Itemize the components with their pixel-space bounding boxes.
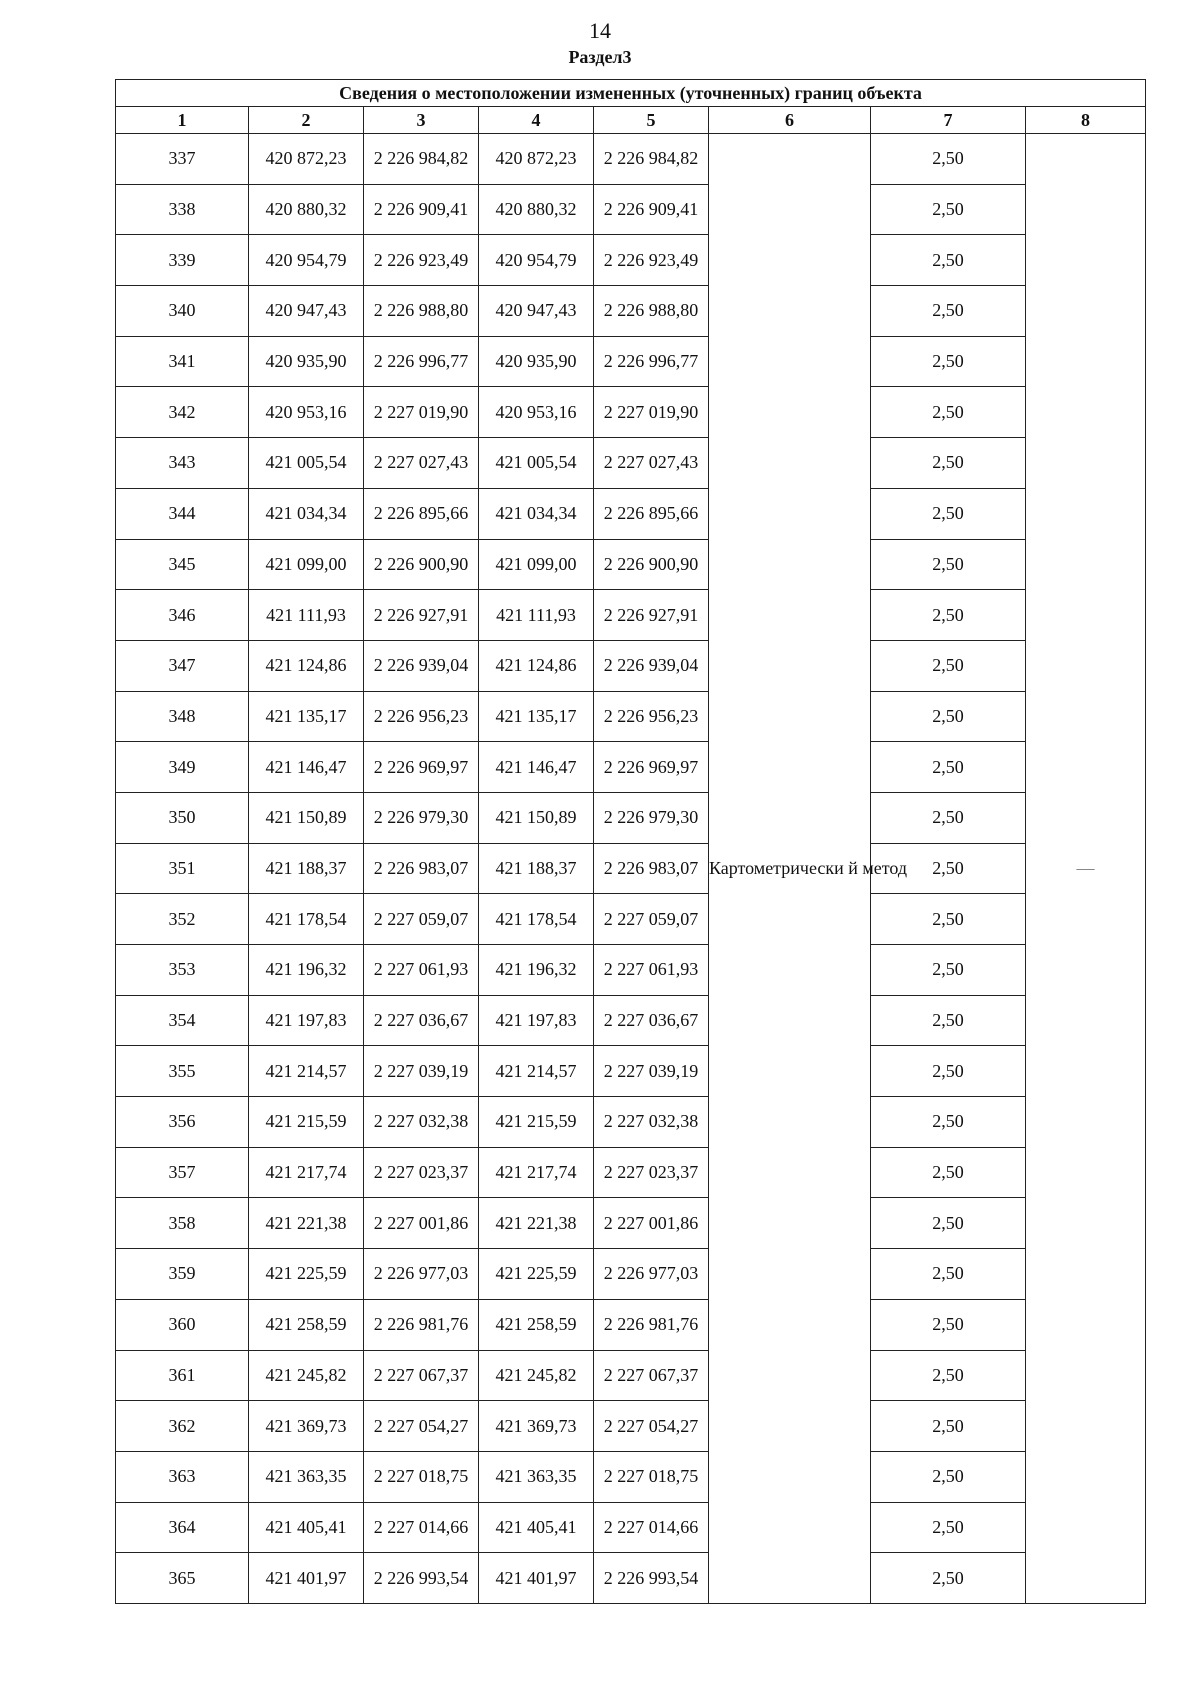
table-row — [116, 1198, 1146, 1249]
x-new-cell: 421 197,83 — [479, 995, 594, 1046]
x-old-cell: 420 953,16 — [249, 387, 364, 438]
y-new-cell: 2 226 977,03 — [594, 1249, 709, 1300]
x-old-cell: 421 188,37 — [249, 843, 364, 894]
x-new-cell: 421 245,82 — [479, 1350, 594, 1401]
x-new-cell: 421 221,38 — [479, 1198, 594, 1249]
accuracy-cell: 2,50 — [871, 184, 1026, 235]
point-number-cell: 358 — [116, 1198, 249, 1249]
column-number-6: 6 — [709, 107, 871, 134]
y-old-cell: 2 227 039,19 — [364, 1046, 479, 1097]
y-old-cell: 2 226 923,49 — [364, 235, 479, 286]
x-old-cell: 421 363,35 — [249, 1451, 364, 1502]
x-new-cell: 421 401,97 — [479, 1553, 594, 1604]
x-old-cell: 421 197,83 — [249, 995, 364, 1046]
point-number-cell: 343 — [116, 438, 249, 489]
x-old-cell: 421 034,34 — [249, 488, 364, 539]
table-row — [116, 1401, 1146, 1452]
y-new-cell: 2 226 923,49 — [594, 235, 709, 286]
y-old-cell: 2 226 988,80 — [364, 286, 479, 337]
y-old-cell: 2 227 036,67 — [364, 995, 479, 1046]
accuracy-cell: 2,50 — [871, 1553, 1026, 1604]
table-row — [116, 1502, 1146, 1553]
y-old-cell: 2 227 018,75 — [364, 1451, 479, 1502]
y-old-cell: 2 227 023,37 — [364, 1147, 479, 1198]
x-new-cell: 421 124,86 — [479, 640, 594, 691]
y-old-cell: 2 226 979,30 — [364, 792, 479, 843]
table-row — [116, 438, 1146, 489]
x-old-cell: 420 880,32 — [249, 184, 364, 235]
accuracy-cell: 2,50 — [871, 691, 1026, 742]
x-new-cell: 421 258,59 — [479, 1299, 594, 1350]
y-old-cell: 2 227 001,86 — [364, 1198, 479, 1249]
x-old-cell: 421 005,54 — [249, 438, 364, 489]
y-old-cell: 2 226 927,91 — [364, 590, 479, 641]
table-row — [116, 843, 1146, 894]
point-number-cell: 342 — [116, 387, 249, 438]
table-row — [116, 894, 1146, 945]
y-new-cell: 2 226 983,07 — [594, 843, 709, 894]
table-row — [116, 590, 1146, 641]
table-row — [116, 286, 1146, 337]
point-number-cell: 352 — [116, 894, 249, 945]
column-number-5: 5 — [594, 107, 709, 134]
accuracy-cell: 2,50 — [871, 945, 1026, 996]
table-row — [116, 640, 1146, 691]
table-row — [116, 945, 1146, 996]
accuracy-cell: 2,50 — [871, 995, 1026, 1046]
y-new-cell: 2 226 895,66 — [594, 488, 709, 539]
y-new-cell: 2 226 939,04 — [594, 640, 709, 691]
y-new-cell: 2 227 036,67 — [594, 995, 709, 1046]
point-number-cell: 349 — [116, 742, 249, 793]
column-number-7: 7 — [871, 107, 1026, 134]
point-number-cell: 346 — [116, 590, 249, 641]
x-old-cell: 421 196,32 — [249, 945, 364, 996]
table-row — [116, 1046, 1146, 1097]
accuracy-cell: 2,50 — [871, 792, 1026, 843]
point-number-cell: 344 — [116, 488, 249, 539]
point-number-cell: 359 — [116, 1249, 249, 1300]
y-new-cell: 2 227 019,90 — [594, 387, 709, 438]
table-row — [116, 235, 1146, 286]
x-new-cell: 421 217,74 — [479, 1147, 594, 1198]
column-number-3: 3 — [364, 107, 479, 134]
point-number-cell: 356 — [116, 1097, 249, 1148]
x-new-cell: 420 935,90 — [479, 336, 594, 387]
section-title: Раздел3 — [568, 47, 632, 67]
y-old-cell: 2 226 900,90 — [364, 539, 479, 590]
table-row — [116, 1350, 1146, 1401]
x-old-cell: 421 111,93 — [249, 590, 364, 641]
y-old-cell: 2 227 032,38 — [364, 1097, 479, 1148]
x-old-cell: 421 099,00 — [249, 539, 364, 590]
point-number-cell: 338 — [116, 184, 249, 235]
x-new-cell: 421 225,59 — [479, 1249, 594, 1300]
point-number-cell: 360 — [116, 1299, 249, 1350]
table-row — [116, 539, 1146, 590]
y-new-cell: 2 226 993,54 — [594, 1553, 709, 1604]
column-number-row — [116, 107, 1146, 134]
y-old-cell: 2 227 014,66 — [364, 1502, 479, 1553]
accuracy-cell: 2,50 — [871, 539, 1026, 590]
accuracy-cell: 2,50 — [871, 387, 1026, 438]
y-old-cell: 2 227 027,43 — [364, 438, 479, 489]
x-old-cell: 421 217,74 — [249, 1147, 364, 1198]
y-old-cell: 2 226 984,82 — [364, 134, 479, 185]
x-new-cell: 421 099,00 — [479, 539, 594, 590]
y-old-cell: 2 227 054,27 — [364, 1401, 479, 1452]
accuracy-cell: 2,50 — [871, 134, 1026, 185]
y-new-cell: 2 227 059,07 — [594, 894, 709, 945]
y-new-cell: 2 227 027,43 — [594, 438, 709, 489]
table-row — [116, 184, 1146, 235]
x-old-cell: 420 947,43 — [249, 286, 364, 337]
column-number-8: 8 — [1026, 107, 1146, 134]
accuracy-cell: 2,50 — [871, 286, 1026, 337]
point-number-cell: 364 — [116, 1502, 249, 1553]
accuracy-cell: 2,50 — [871, 438, 1026, 489]
column-number-1: 1 — [116, 107, 249, 134]
y-new-cell: 2 227 001,86 — [594, 1198, 709, 1249]
x-new-cell: 420 953,16 — [479, 387, 594, 438]
point-number-cell: 353 — [116, 945, 249, 996]
y-new-cell: 2 226 984,82 — [594, 134, 709, 185]
method-cell: Картометрически й метод — [709, 134, 871, 1604]
accuracy-cell: 2,50 — [871, 843, 1026, 894]
x-old-cell: 420 872,23 — [249, 134, 364, 185]
x-new-cell: 421 215,59 — [479, 1097, 594, 1148]
table-row — [116, 1299, 1146, 1350]
accuracy-cell: 2,50 — [871, 1401, 1026, 1452]
y-old-cell: 2 226 983,07 — [364, 843, 479, 894]
y-new-cell: 2 226 996,77 — [594, 336, 709, 387]
x-old-cell: 421 215,59 — [249, 1097, 364, 1148]
y-new-cell: 2 226 988,80 — [594, 286, 709, 337]
point-number-cell: 362 — [116, 1401, 249, 1452]
y-new-cell: 2 227 014,66 — [594, 1502, 709, 1553]
point-number-cell: 341 — [116, 336, 249, 387]
point-number-cell: 355 — [116, 1046, 249, 1097]
x-old-cell: 421 258,59 — [249, 1299, 364, 1350]
point-number-cell: 348 — [116, 691, 249, 742]
x-old-cell: 421 245,82 — [249, 1350, 364, 1401]
y-old-cell: 2 226 981,76 — [364, 1299, 479, 1350]
table-row — [116, 387, 1146, 438]
table-row — [116, 691, 1146, 742]
column-number-4: 4 — [479, 107, 594, 134]
y-old-cell: 2 226 895,66 — [364, 488, 479, 539]
y-new-cell: 2 226 981,76 — [594, 1299, 709, 1350]
column-number-2: 2 — [249, 107, 364, 134]
y-new-cell: 2 226 900,90 — [594, 539, 709, 590]
x-old-cell: 421 225,59 — [249, 1249, 364, 1300]
x-new-cell: 420 880,32 — [479, 184, 594, 235]
accuracy-cell: 2,50 — [871, 1147, 1026, 1198]
table-row — [116, 488, 1146, 539]
y-new-cell: 2 227 067,37 — [594, 1350, 709, 1401]
point-number-cell: 340 — [116, 286, 249, 337]
point-number-cell: 350 — [116, 792, 249, 843]
x-new-cell: 420 947,43 — [479, 286, 594, 337]
point-number-cell: 339 — [116, 235, 249, 286]
table-row — [116, 1147, 1146, 1198]
y-new-cell: 2 226 909,41 — [594, 184, 709, 235]
accuracy-cell: 2,50 — [871, 1299, 1026, 1350]
point-number-cell: 337 — [116, 134, 249, 185]
point-number-cell: 354 — [116, 995, 249, 1046]
table-row — [116, 1553, 1146, 1604]
x-old-cell: 421 150,89 — [249, 792, 364, 843]
accuracy-cell: 2,50 — [871, 590, 1026, 641]
y-old-cell: 2 227 019,90 — [364, 387, 479, 438]
x-new-cell: 420 872,23 — [479, 134, 594, 185]
y-new-cell: 2 227 018,75 — [594, 1451, 709, 1502]
table-caption: Сведения о местоположении измененных (уточненных) границ объекта — [116, 80, 1146, 107]
point-number-cell: 351 — [116, 843, 249, 894]
page-number: 14 — [589, 18, 611, 43]
table-row — [116, 1451, 1146, 1502]
boundary-coordinates-table — [115, 79, 1146, 1604]
accuracy-cell: 2,50 — [871, 1198, 1026, 1249]
table-row — [116, 792, 1146, 843]
x-new-cell: 421 150,89 — [479, 792, 594, 843]
accuracy-cell: 2,50 — [871, 336, 1026, 387]
accuracy-cell: 2,50 — [871, 235, 1026, 286]
x-new-cell: 421 363,35 — [479, 1451, 594, 1502]
x-old-cell: 420 954,79 — [249, 235, 364, 286]
accuracy-cell: 2,50 — [871, 1097, 1026, 1148]
accuracy-cell: 2,50 — [871, 1451, 1026, 1502]
x-old-cell: 421 146,47 — [249, 742, 364, 793]
x-new-cell: 421 146,47 — [479, 742, 594, 793]
table-row — [116, 1097, 1146, 1148]
point-number-cell: 361 — [116, 1350, 249, 1401]
x-old-cell: 421 178,54 — [249, 894, 364, 945]
x-new-cell: 420 954,79 — [479, 235, 594, 286]
x-new-cell: 421 196,32 — [479, 945, 594, 996]
x-old-cell: 421 401,97 — [249, 1553, 364, 1604]
x-new-cell: 421 178,54 — [479, 894, 594, 945]
table-row — [116, 134, 1146, 185]
y-old-cell: 2 226 909,41 — [364, 184, 479, 235]
point-number-cell: 365 — [116, 1553, 249, 1604]
x-new-cell: 421 369,73 — [479, 1401, 594, 1452]
y-old-cell: 2 226 969,97 — [364, 742, 479, 793]
y-new-cell: 2 227 061,93 — [594, 945, 709, 996]
accuracy-cell: 2,50 — [871, 1502, 1026, 1553]
table-row — [116, 995, 1146, 1046]
accuracy-cell: 2,50 — [871, 742, 1026, 793]
x-old-cell: 421 124,86 — [249, 640, 364, 691]
accuracy-cell: 2,50 — [871, 1249, 1026, 1300]
accuracy-cell: 2,50 — [871, 1350, 1026, 1401]
y-new-cell: 2 226 956,23 — [594, 691, 709, 742]
x-new-cell: 421 188,37 — [479, 843, 594, 894]
y-old-cell: 2 226 939,04 — [364, 640, 479, 691]
x-new-cell: 421 005,54 — [479, 438, 594, 489]
accuracy-cell: 2,50 — [871, 894, 1026, 945]
accuracy-cell: 2,50 — [871, 488, 1026, 539]
column-8-cell: — — [1026, 134, 1146, 1604]
x-old-cell: 421 221,38 — [249, 1198, 364, 1249]
accuracy-cell: 2,50 — [871, 1046, 1026, 1097]
y-old-cell: 2 226 996,77 — [364, 336, 479, 387]
accuracy-cell: 2,50 — [871, 640, 1026, 691]
point-number-cell: 363 — [116, 1451, 249, 1502]
y-old-cell: 2 227 061,93 — [364, 945, 479, 996]
y-new-cell: 2 227 032,38 — [594, 1097, 709, 1148]
y-old-cell: 2 227 059,07 — [364, 894, 479, 945]
point-number-cell: 357 — [116, 1147, 249, 1198]
y-new-cell: 2 226 969,97 — [594, 742, 709, 793]
y-old-cell: 2 227 067,37 — [364, 1350, 479, 1401]
y-old-cell: 2 226 977,03 — [364, 1249, 479, 1300]
y-new-cell: 2 227 054,27 — [594, 1401, 709, 1452]
x-new-cell: 421 214,57 — [479, 1046, 594, 1097]
x-old-cell: 420 935,90 — [249, 336, 364, 387]
table-body — [116, 134, 1146, 1604]
x-old-cell: 421 369,73 — [249, 1401, 364, 1452]
x-old-cell: 421 214,57 — [249, 1046, 364, 1097]
y-new-cell: 2 227 023,37 — [594, 1147, 709, 1198]
x-new-cell: 421 111,93 — [479, 590, 594, 641]
y-new-cell: 2 226 927,91 — [594, 590, 709, 641]
x-new-cell: 421 405,41 — [479, 1502, 594, 1553]
x-new-cell: 421 135,17 — [479, 691, 594, 742]
y-old-cell: 2 226 956,23 — [364, 691, 479, 742]
table-row — [116, 336, 1146, 387]
table-row — [116, 1249, 1146, 1300]
y-new-cell: 2 226 979,30 — [594, 792, 709, 843]
point-number-cell: 347 — [116, 640, 249, 691]
x-old-cell: 421 405,41 — [249, 1502, 364, 1553]
x-new-cell: 421 034,34 — [479, 488, 594, 539]
y-new-cell: 2 227 039,19 — [594, 1046, 709, 1097]
x-old-cell: 421 135,17 — [249, 691, 364, 742]
point-number-cell: 345 — [116, 539, 249, 590]
y-old-cell: 2 226 993,54 — [364, 1553, 479, 1604]
table-row — [116, 742, 1146, 793]
